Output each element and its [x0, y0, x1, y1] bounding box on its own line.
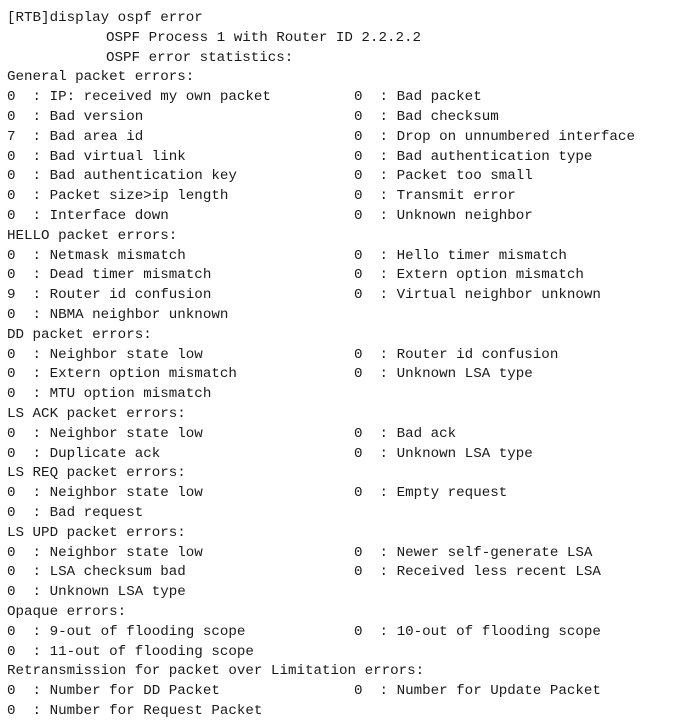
error-row	[7, 445, 676, 465]
error-count-right: 0 : Unknown LSA type	[354, 445, 533, 462]
error-row	[7, 563, 676, 583]
error-sections	[7, 68, 676, 721]
error-count-right: 0 : 10-out of flooding scope	[354, 623, 601, 640]
error-count-right: 0 : Number for Update Packet	[354, 683, 601, 700]
error-count-right: 0 : Bad authentication type	[354, 148, 593, 165]
section-header: DD packet errors:	[7, 326, 152, 343]
error-row	[7, 702, 676, 722]
error-count-left: 0 : Interface down	[7, 207, 169, 224]
error-count-left: 7 : Bad area id	[7, 128, 144, 145]
error-row	[7, 148, 676, 168]
error-count-right: 0 : Extern option mismatch	[354, 267, 584, 284]
error-count-left: 0 : Bad virtual link	[7, 148, 186, 165]
error-row	[7, 504, 676, 524]
error-row	[7, 306, 676, 326]
error-row	[7, 128, 676, 148]
error-row	[7, 167, 676, 187]
error-count-right: 0 : Packet too small	[354, 168, 533, 185]
error-count-left: 0 : LSA checksum bad	[7, 564, 186, 581]
error-count-left: 9 : Router id confusion	[7, 287, 212, 304]
error-count-right: 0 : Unknown LSA type	[354, 366, 533, 383]
error-count-right: 0 : Bad checksum	[354, 108, 499, 125]
error-count-right: 0 : Bad ack	[354, 425, 457, 442]
error-count-left: 0 : MTU option mismatch	[7, 386, 212, 403]
error-count-left: 0 : NBMA neighbor unknown	[7, 306, 229, 323]
section-header: General packet errors:	[7, 69, 195, 86]
error-row	[7, 207, 676, 227]
section-header: LS UPD packet errors:	[7, 524, 186, 541]
section-header: LS REQ packet errors:	[7, 465, 186, 482]
error-count-right: 0 : Newer self-generate LSA	[354, 544, 593, 561]
error-count-right: 0 : Bad packet	[354, 89, 482, 106]
error-row	[7, 286, 676, 306]
error-count-left: 0 : Neighbor state low	[7, 346, 203, 363]
error-count-left: 0 : Netmask mismatch	[7, 247, 186, 264]
error-count-left: 0 : Number for DD Packet	[7, 683, 220, 700]
error-row	[7, 187, 676, 207]
error-row	[7, 346, 676, 366]
error-row	[7, 583, 676, 603]
command-line: [RTB]display ospf error	[7, 10, 203, 26]
error-count-right: 0 : Received less recent LSA	[354, 564, 601, 581]
error-row	[7, 643, 676, 663]
error-count-right: 0 : Virtual neighbor unknown	[354, 287, 601, 304]
error-count-left: 0 : Bad authentication key	[7, 168, 237, 185]
section-header: LS ACK packet errors:	[7, 405, 186, 422]
error-count-left: 0 : Neighbor state low	[7, 485, 203, 502]
section-header: Retransmission for packet over Limitation errors:	[7, 663, 425, 680]
error-count-left: 0 : Packet size>ip length	[7, 188, 229, 205]
error-row	[7, 484, 676, 504]
error-row	[7, 365, 676, 385]
section-header: HELLO packet errors:	[7, 227, 178, 244]
error-count-left: 0 : 11-out of flooding scope	[7, 643, 254, 660]
process-line: OSPF Process 1 with Router ID 2.2.2.2	[106, 29, 422, 46]
error-count-left: 0 : 9-out of flooding scope	[7, 623, 246, 640]
error-row	[7, 623, 676, 643]
section-header: Opaque errors:	[7, 603, 127, 620]
error-row	[7, 385, 676, 405]
error-count-left: 0 : IP: received my own packet	[7, 89, 271, 106]
error-row	[7, 108, 676, 128]
error-count-left: 0 : Dead timer mismatch	[7, 267, 212, 284]
error-count-right: 0 : Transmit error	[354, 188, 516, 205]
error-count-right: 0 : Drop on unnumbered interface	[354, 128, 635, 145]
error-count-right: 0 : Empty request	[354, 485, 508, 502]
error-count-right: 0 : Unknown neighbor	[354, 207, 533, 224]
error-row	[7, 544, 676, 564]
stats-title: OSPF error statistics:	[106, 49, 294, 66]
error-count-left: 0 : Unknown LSA type	[7, 584, 186, 601]
error-count-left: 0 : Bad version	[7, 108, 144, 125]
error-count-right: 0 : Hello timer mismatch	[354, 247, 567, 264]
error-count-left: 0 : Number for Request Packet	[7, 702, 263, 719]
error-row	[7, 247, 676, 267]
error-count-left: 0 : Duplicate ack	[7, 445, 161, 462]
error-count-right: 0 : Router id confusion	[354, 346, 559, 363]
error-count-left: 0 : Extern option mismatch	[7, 366, 237, 383]
error-count-left: 0 : Neighbor state low	[7, 425, 203, 442]
error-row	[7, 266, 676, 286]
error-count-left: 0 : Neighbor state low	[7, 544, 203, 561]
terminal-output	[7, 9, 676, 722]
error-row	[7, 88, 676, 108]
error-row	[7, 425, 676, 445]
error-count-left: 0 : Bad request	[7, 504, 144, 521]
error-row	[7, 682, 676, 702]
